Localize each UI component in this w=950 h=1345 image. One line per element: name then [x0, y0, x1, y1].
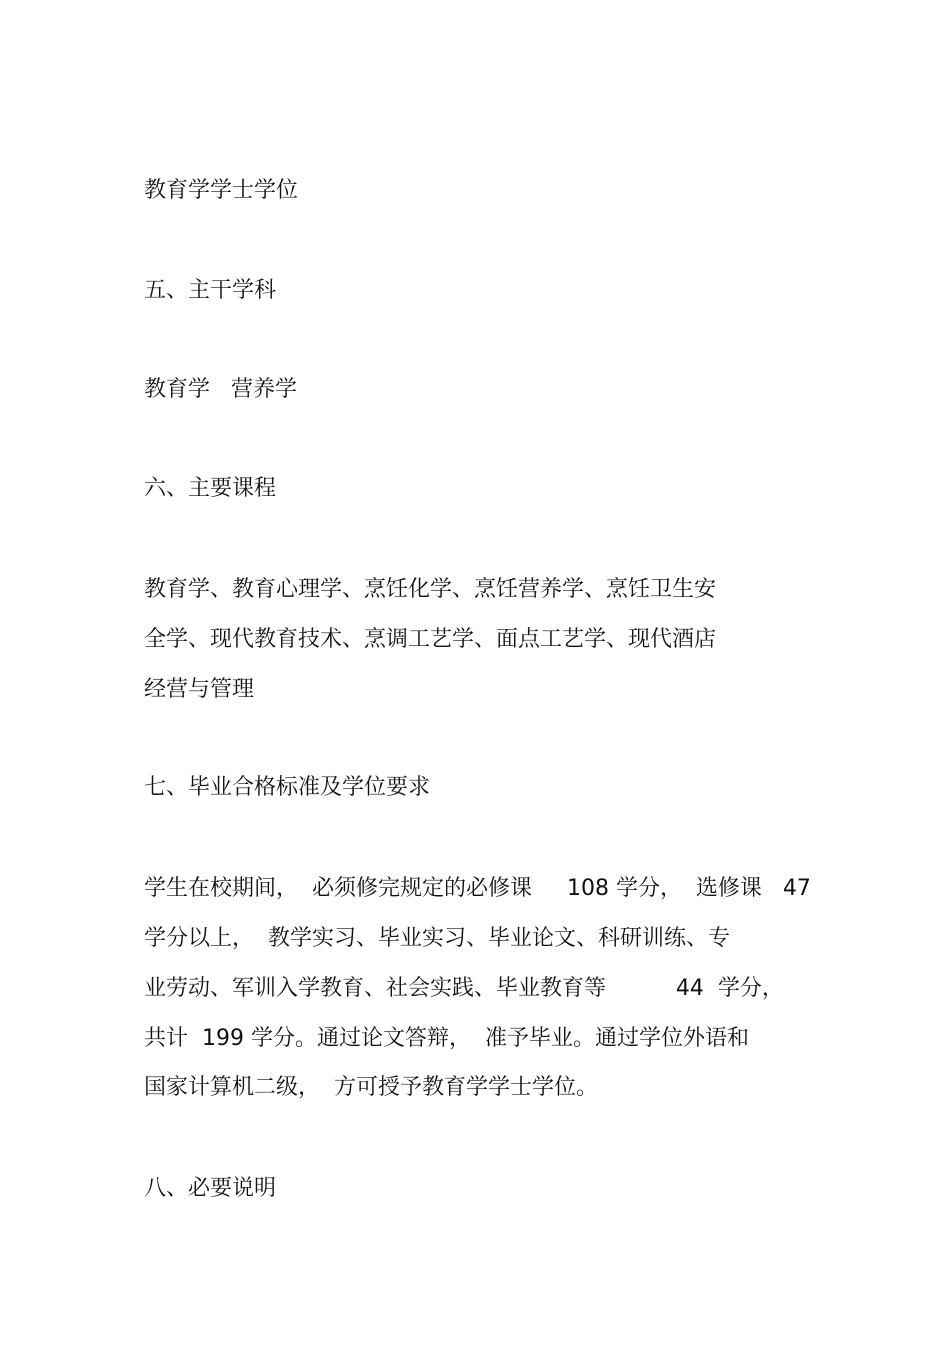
section-6-line-2: 全学、现代教育技术、烹调工艺学、面点工艺学、现代酒店 [144, 627, 717, 652]
section-6-line-1: 教育学、教育心理学、烹饪化学、烹饪营养学、烹饪卫生安 [144, 577, 717, 602]
section-7-line-5: 国家计算机二级， 方可授予教育学学士学位。 [144, 1075, 598, 1100]
section-7-line-4: 共计 199 学分。通过论文答辩， 准予毕业。通过学位外语和 [144, 1026, 749, 1051]
section-7-heading: 七、毕业合格标准及学位要求 [144, 775, 431, 800]
section-7-line-2: 学分以上， 教学实习、毕业实习、毕业论文、科研训练、专 [144, 926, 730, 951]
section-5-content: 教育学 营养学 [144, 377, 297, 402]
degree-line: 教育学学士学位 [144, 178, 299, 203]
section-7-line-3: 业劳动、军训入学教育、社会实践、毕业教育等 44 学分， [144, 976, 784, 1001]
section-5-heading: 五、主干学科 [144, 278, 277, 303]
section-8-heading: 八、必要说明 [144, 1176, 277, 1201]
section-6-line-3: 经营与管理 [144, 677, 255, 702]
section-7-line-1: 学生在校期间， 必须修完规定的必修课 108 学分， 选修课 47 [144, 876, 811, 901]
section-6-heading: 六、主要课程 [144, 476, 277, 501]
